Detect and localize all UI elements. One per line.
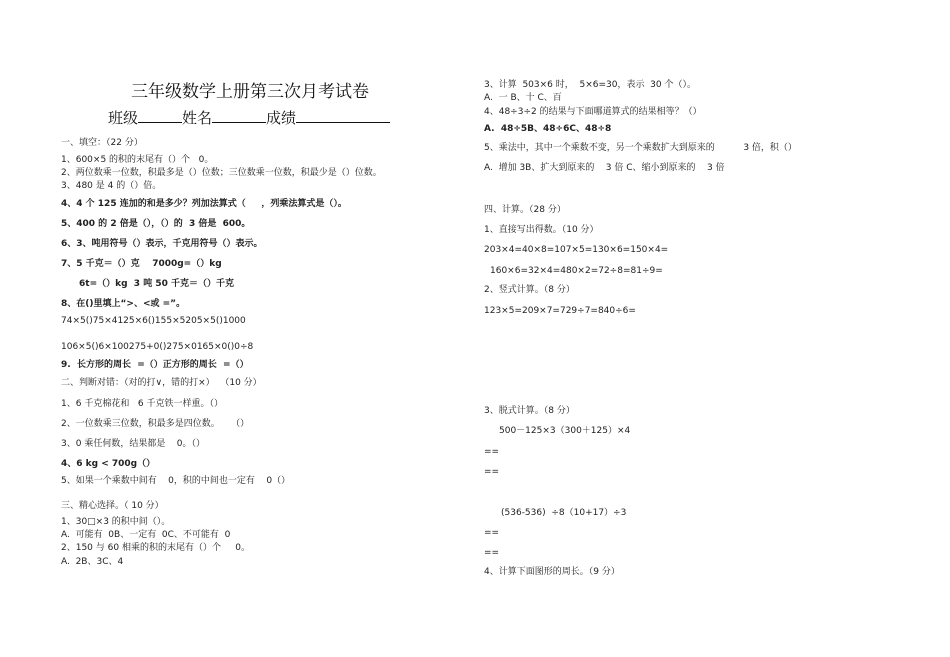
question-4-3-equals-3: == [484,528,500,538]
question-2-2: 2、一位数乘三位数，积最多是四位数。 （） [61,419,250,429]
question-3-1-options: A. 可能有 0B、一定有 0C、不可能有 0 [61,530,231,540]
score-label: 成绩 [266,109,297,127]
question-1-1: 1、600×5 的积的末尾有（）个 0。 [61,155,214,165]
question-1-8-line-2: 106×5()6×100275+0()275×0165×0()0÷8 [61,342,254,352]
question-4-4: 4、计算下面图形的周长。（9 分） [484,567,620,577]
question-3-2-options: A. 2B、3C、4 [61,557,124,567]
question-4-3-expression-1: 500－125×3（300＋125）×4 [499,426,631,436]
exam-title: 三年级数学上册第三次月考试卷 [131,82,369,102]
score-blank [296,108,390,123]
section-3-title: 三、精心选择。（ 10 分） [61,501,164,511]
name-label: 姓名 [182,109,213,127]
question-1-4: 4、4 个 125 连加的和是多少？列加法算式（ ，列乘法算式是（）。 [61,199,347,209]
question-4-3-equals-2: == [484,467,500,477]
question-3-2: 2、150 与 60 相乘的积的末尾有（）个 0。 [61,543,250,553]
question-1-5: 5、400 的 2 倍是（），（）的 3 倍是 600。 [61,219,251,229]
question-1-8: 8、在()里填上“>、<或 =”。 [61,299,186,309]
question-3-4: 4、48÷3÷2 的结果与下面哪道算式的结果相等？（） [484,107,702,117]
question-1-7b: 6t=（）kg 3 吨 50 千克＝（）千克 [79,279,234,289]
question-1-2: 2、两位数乘一位数，积最多是（）位数；三位数乘一位数，积最少是（）位数。 [61,168,382,178]
section-4-title: 四、计算。（28 分） [484,205,566,215]
question-3-3-options: A. 一 B、十 C、百 [484,93,562,103]
question-1-8-line-1: 74×5()75×4125×6()155×5205×5()1000 [61,316,246,326]
question-1-6: 6、3、吨用符号（）表示，千克用符号（）表示。 [61,239,263,249]
question-3-3: 3、计算 503×6 时， 5×6=30，表示 30 个（）。 [484,80,696,90]
question-4-1: 1、直接写出得数。（10 分） [484,225,599,235]
name-blank [212,108,266,123]
question-2-5: 5、如果一个乘数中间有 0，积的中间也一定有 0（） [61,476,291,486]
section-2-title: 二、判断对错：（对的打∨，错的打×） （10 分） [61,378,262,388]
question-4-2-line-1: 123×5=209×7=729÷7=840÷6= [484,306,636,316]
question-3-5-options: A. 增加 3B、扩大到原来的 3 倍 C、缩小到原来的 3 倍 [484,163,725,173]
question-4-3-equals-4: == [484,548,500,558]
question-3-4-options: A. 48÷5B、48÷6C、48÷8 [484,124,612,134]
question-3-1: 1、30□×3 的积中间（）。 [61,517,171,527]
student-info-line [108,108,390,127]
question-2-1: 1、6 千克棉花和 6 千克铁一样重。（） [61,399,223,409]
question-1-7a: 7、5 千克＝（）克 7000g=（）kg [61,259,222,269]
question-2-4: 4、6 kg < 700g（） [61,459,156,469]
question-4-3: 3、脱式计算。（8 分） [484,406,575,416]
question-1-9: 9. 长方形的周长 =（）正方形的周长 =（） [61,360,249,370]
question-3-5: 5、乘法中，其中一个乘数不变，另一个乘数扩大到原来的 3 倍，积（） [484,143,797,153]
question-1-3: 3、480 是 4 的（）倍。 [61,181,162,191]
class-label: 班级 [108,109,139,127]
class-blank [138,108,182,123]
question-4-2: 2、竖式计算。（8 分） [484,285,575,295]
question-4-1-line-1: 203×4=40×8=107×5=130×6=150×4= [484,245,669,255]
question-4-1-line-2: 160×6=32×4=480×2=72÷8=81÷9= [490,266,663,276]
section-1-title: 一、填空：（22 分） [61,138,143,148]
question-4-3-expression-2: (536-536) ÷8（10+17）÷3 [501,508,627,518]
question-4-3-equals-1: == [484,447,500,457]
question-2-3: 3、0 乘任何数，结果都是 0。（） [61,439,205,449]
